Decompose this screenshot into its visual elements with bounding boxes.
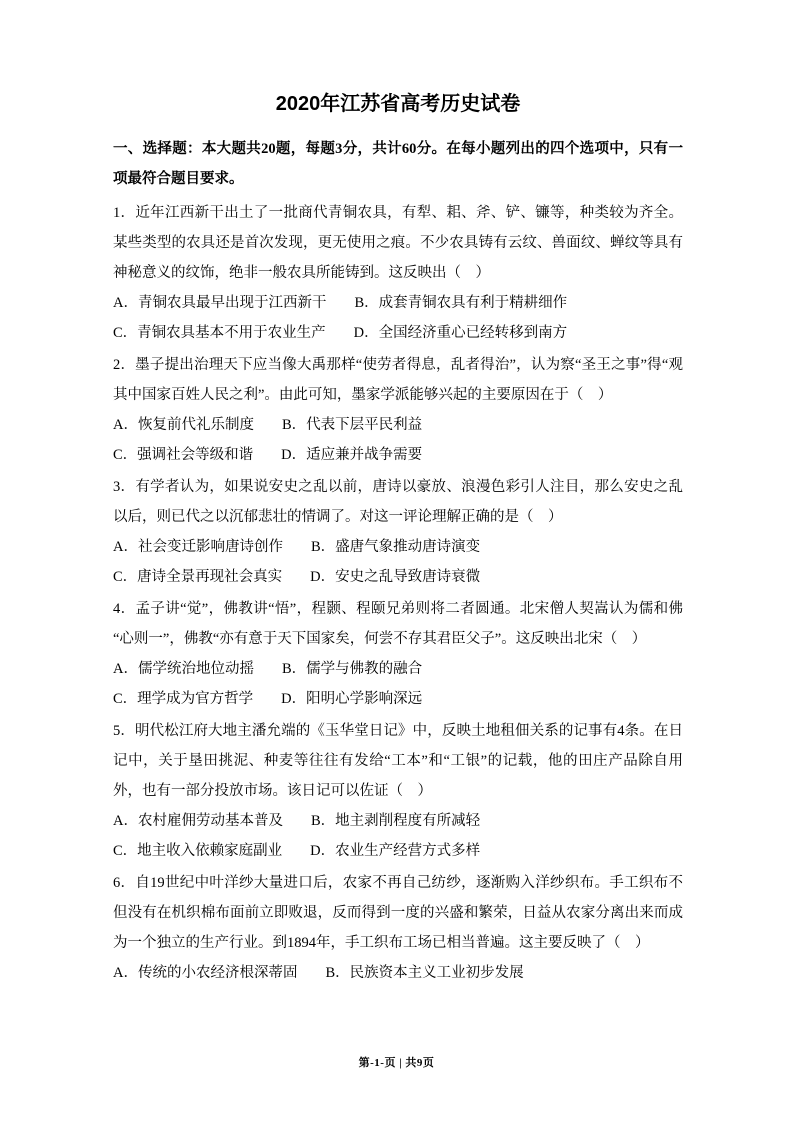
- option-b: B．盛唐气象推动唐诗演变: [310, 539, 481, 555]
- question-stem: 4．孟子讲“觉”，佛教讲“悟”，程颢、程颐兄弟则将二者圆通。北宋僧人契嵩认为儒和佛“心则一”，佛教“亦有意于天下国家矣，何尝不存其君臣父子”。这反映出北宋（ ）: [113, 601, 683, 647]
- question-block-3: [113, 472, 683, 592]
- question-block-1: [113, 198, 683, 348]
- option-b: B．民族资本主义工业初步发展: [325, 965, 524, 981]
- question-block-4: [113, 594, 683, 714]
- page-title: 2020年江苏省高考历史试卷: [275, 93, 521, 115]
- option-a: A．恢复前代礼乐制度: [113, 417, 254, 433]
- page-footer: 第-1-页 | 共9页: [358, 1057, 435, 1069]
- option-d: D．全国经济重心已经转移到南方: [353, 325, 568, 341]
- option-c: C．强调社会等级和谐: [113, 447, 254, 463]
- option-line: [113, 532, 683, 562]
- option-line: [113, 440, 683, 470]
- question-block-2: [113, 350, 683, 470]
- option-c: C．地主收入依赖家庭副业: [113, 843, 283, 859]
- option-line: [113, 654, 683, 684]
- option-line: [113, 410, 683, 440]
- option-c: C．唐诗全景再现社会真实: [113, 569, 283, 585]
- option-a: A．青铜农具最早出现于江西新干: [113, 295, 327, 311]
- option-b: B．成套青铜农具有利于精耕细作: [354, 295, 568, 311]
- option-a: A．农村雇佣劳动基本普及: [113, 813, 283, 829]
- option-d: D．适应兼并战争需要: [281, 447, 423, 463]
- option-line: [113, 684, 683, 714]
- question-block-6: [113, 868, 683, 988]
- option-a: A．社会变迁影响唐诗创作: [113, 539, 283, 555]
- question-stem: 2．墨子提出治理天下应当像大禹那样“使劳者得息，乱者得治”，认为察“圣王之事”得“观其中国家百姓人民之利”。由此可知，墨家学派能够兴起的主要原因在于（ ）: [113, 357, 683, 403]
- question-stem: 6．自19世纪中叶洋纱大量进口后，农家不再自己纺纱，逐渐购入洋纱织布。手工织布不但没有在机织棉布面前立即败退，反而得到一度的兴盛和繁荣，日益从农家分离出来而成为一个独立的生产行业。到1894年，手工织布工场已相当普遍。这主要反映了（ ）: [113, 875, 683, 951]
- question-stem: 5．明代松江府大地主潘允端的《玉华堂日记》中，反映土地租佃关系的记事有4条。在日记中，关于垦田挑泥、种麦等往往有发给“工本”和“工银”的记载，他的田庄产品除自用外，也有一部分投放市场。该日记可以佐证（ ）: [113, 723, 683, 799]
- option-c: C．理学成为官方哲学: [113, 691, 254, 707]
- option-b: B．地主剥削程度有所减轻: [310, 813, 481, 829]
- option-a: A．儒学统治地位动摇: [113, 661, 254, 677]
- option-c: C．青铜农具基本不用于农业生产: [113, 325, 326, 341]
- option-d: D．阳明心学影响深远: [281, 691, 423, 707]
- section-intro: 一、选择题：本大题共20题，每题3分，共计60分。在每小题列出的四个选项中，只有一项最符合题目要求。: [113, 141, 683, 187]
- option-a: A．传统的小农经济根深蒂固: [113, 965, 298, 981]
- question-stem: 3．有学者认为，如果说安史之乱以前，唐诗以豪放、浪漫色彩引人注目，那么安史之乱以后，则已代之以沉郁悲壮的情调了。对这一评论理解正确的是（ ）: [113, 479, 683, 525]
- option-line: [113, 806, 683, 836]
- option-d: D．农业生产经营方式多样: [310, 843, 481, 859]
- option-b: B．代表下层平民利益: [281, 417, 423, 433]
- option-line: [113, 562, 683, 592]
- option-d: D．安史之乱导致唐诗衰微: [310, 569, 481, 585]
- question-stem: 1．近年江西新干出土了一批商代青铜农具，有犁、耜、斧、铲、镰等，种类较为齐全。某些类型的农具还是首次发现，更无使用之痕。不少农具铸有云纹、兽面纹、蝉纹等具有神秘意义的纹饰，绝非一般农具所能铸到。这反映出（ ）: [113, 205, 683, 281]
- question-block-5: [113, 716, 683, 866]
- option-line: [113, 958, 683, 988]
- option-line: [113, 836, 683, 866]
- option-b: B．儒学与佛教的融合: [281, 661, 423, 677]
- option-line: [113, 288, 683, 318]
- option-line: [113, 318, 683, 348]
